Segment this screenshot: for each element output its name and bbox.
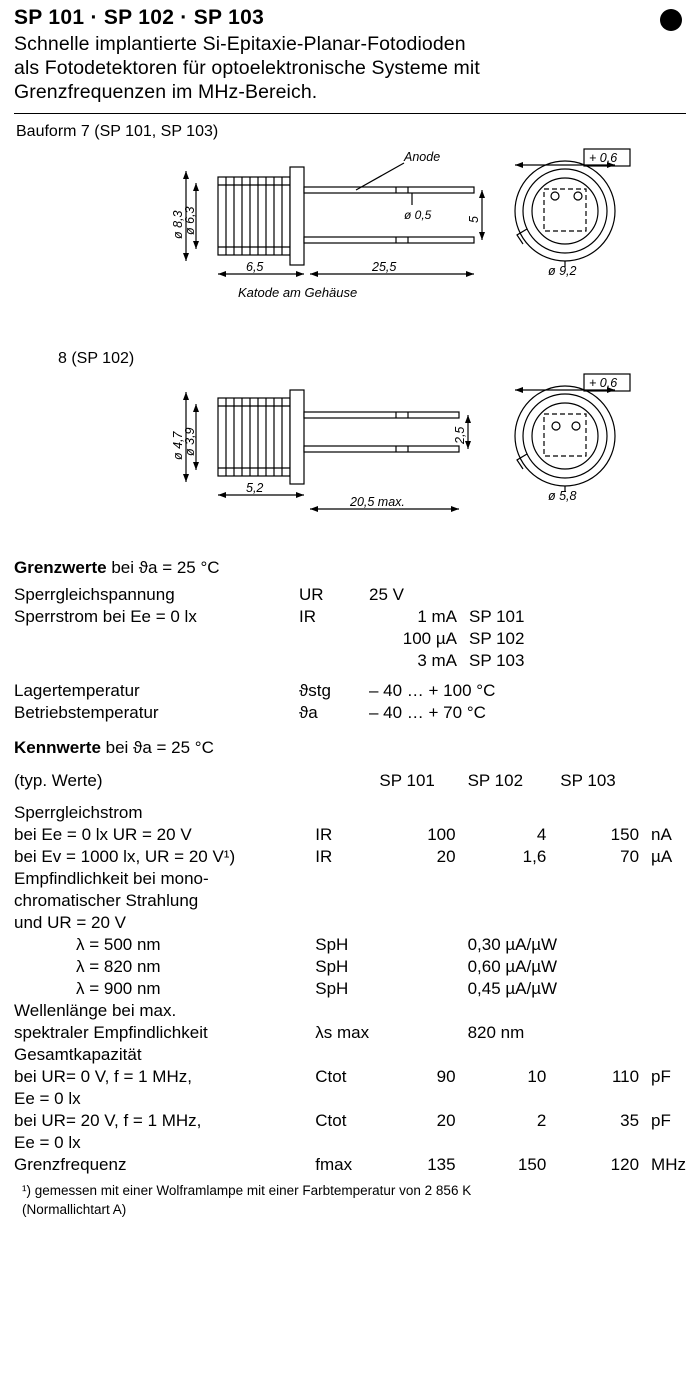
char-row-0-v1 (379, 802, 467, 824)
limits-row-0-value: 25 V (369, 585, 404, 605)
limits-row-4-value: – 40 … + 100 °C (369, 681, 496, 701)
limits-row-4-symbol: ϑstg (299, 681, 331, 701)
header (0, 0, 700, 104)
characteristics-heading-rest: bei ϑa = 25 °C (100, 738, 214, 758)
limits-row-0-label: Sperrgleichspannung (14, 585, 175, 605)
svg-text:Katode am Gehäuse: Katode am Gehäuse (238, 285, 358, 301)
char-row-10-v2: 820 nm (467, 1023, 525, 1043)
char-row-14-unit: pF (651, 1111, 671, 1131)
char-row-1-v1: 100 (427, 825, 456, 845)
char-row-6-v2: 0,30 µA/µW (467, 935, 558, 955)
characteristics-table (14, 764, 686, 1176)
char-row-7-v1 (379, 956, 467, 978)
char-row-1-symbol: IR (315, 825, 333, 845)
page-title: SP 101 · SP 102 · SP 103 (14, 6, 265, 29)
svg-text:+ 0,6: + 0,6 (589, 376, 618, 391)
char-row-12-v2: 10 (527, 1067, 547, 1087)
svg-text:6,5: 6,5 (246, 260, 264, 275)
char-row-7-label: λ = 820 nm (76, 957, 161, 977)
svg-text:5: 5 (467, 216, 481, 224)
limits-row-2-value: 100 µA (402, 629, 457, 649)
limits-row-5-symbol: ϑa (299, 703, 318, 723)
svg-text:ø 8,3: ø 8,3 (171, 210, 185, 240)
limits-row-2-symbol (299, 628, 369, 650)
footnote-line-2: (Normallichtart A) (22, 1201, 127, 1217)
char-row-6-v1 (379, 934, 467, 956)
char-row-10-symbol: λs max (315, 1023, 370, 1043)
char-row-2-symbol: IR (315, 847, 333, 867)
char-row-0-unit (651, 802, 686, 824)
limits-row-5-value: – 40 … + 70 °C (369, 703, 486, 723)
table-row (14, 846, 686, 868)
spacer (14, 794, 686, 802)
svg-text:ø 4,7: ø 4,7 (171, 431, 185, 461)
svg-text:5,2: 5,2 (246, 481, 264, 496)
char-row-6-unit (651, 934, 686, 956)
table-row (14, 680, 686, 702)
char-row-14-symbol: Ctot (315, 1111, 347, 1131)
limits-row-2-extra: SP 102 (469, 629, 525, 649)
footnote-marker: ¹) (22, 1183, 31, 1199)
header-divider (14, 113, 686, 114)
char-row-2-v1: 20 (436, 847, 456, 867)
char-row-0-v2 (468, 802, 561, 824)
svg-text:2,5: 2,5 (453, 426, 467, 445)
char-row-1-unit: nA (651, 825, 672, 845)
table-row (14, 628, 686, 650)
table-row (14, 868, 686, 890)
char-row-1-v2: 4 (536, 825, 547, 845)
table-row (14, 934, 686, 956)
limits-row-0-extra (469, 584, 686, 606)
table-row (14, 890, 686, 912)
limits-row-1-value: 1 mA (417, 607, 457, 627)
subtitle-line-1: Schnelle implantierte Si-Epitaxie-Planar-Fotodioden (14, 33, 466, 55)
char-row-8-v2: 0,45 µA/µW (467, 979, 558, 999)
char-row-11-label: Gesamtkapazität (14, 1045, 142, 1065)
table-row (14, 978, 686, 1000)
char-row-16-v2: 150 (517, 1155, 547, 1175)
char-row-14-label: bei UR= 20 V, f = 1 MHz, (14, 1111, 202, 1131)
char-row-16-v1: 135 (427, 1155, 456, 1175)
char-row-6-symbol: SpH (315, 935, 349, 955)
svg-text:ø 9,2: ø 9,2 (548, 264, 577, 279)
char-row-16-symbol: fmax (315, 1155, 353, 1175)
char-row-2-v2: 1,6 (522, 847, 547, 867)
limits-row-1-label: Sperrstrom bei Ee = 0 lx (14, 607, 197, 627)
limits-row-1-extra: SP 101 (469, 607, 525, 627)
table-row (14, 1066, 686, 1088)
limits-heading-bold: Grenzwerte (14, 558, 107, 578)
char-row-14-v2: 2 (536, 1111, 547, 1131)
svg-text:25,5: 25,5 (372, 260, 397, 275)
char-row-12-v3: 110 (611, 1067, 640, 1087)
svg-text:ø 6,3: ø 6,3 (183, 206, 197, 236)
table-row (14, 912, 686, 934)
table-row (14, 650, 686, 672)
char-row-1-label: bei Ee = 0 lx UR = 20 V (14, 825, 192, 845)
svg-text:ø 5,8: ø 5,8 (548, 489, 577, 504)
drawing-2-caption: 8 (SP 102) (58, 350, 135, 368)
table-row (14, 1022, 686, 1044)
spacer (14, 672, 686, 680)
table-row (14, 584, 686, 606)
column-header-sp102: SP 102 (467, 771, 524, 791)
limits-row-4-label: Lagertemperatur (14, 681, 140, 701)
char-row-0-label: Sperrgleichstrom (14, 803, 143, 823)
table-row (14, 1000, 686, 1022)
column-header-sp101: SP 101 (379, 771, 435, 791)
char-row-2-v3: 70 (620, 847, 640, 867)
unit-header (651, 764, 686, 794)
char-row-16-v3: 120 (610, 1155, 640, 1175)
table-row (14, 672, 686, 680)
characteristics-heading (14, 738, 686, 758)
char-row-0-symbol (315, 802, 379, 824)
svg-text:ø 0,5: ø 0,5 (404, 208, 432, 223)
table-header-row (14, 764, 686, 794)
char-row-14-v1: 20 (436, 1111, 456, 1131)
subtitle-line-3: Grenzfrequenzen im MHz-Bereich. (14, 80, 318, 103)
typ-values-note: (typ. Werte) (14, 771, 103, 791)
char-row-10-unit (651, 1022, 686, 1044)
table-row (14, 1154, 686, 1176)
table-row (14, 824, 686, 846)
drawing-1-caption: Bauform 7 (SP 101, SP 103) (16, 123, 219, 141)
svg-text:Anode: Anode (404, 150, 441, 165)
char-row-2-unit: µA (651, 847, 673, 867)
char-row-8-v1 (379, 978, 467, 1000)
limits-row-0-symbol: UR (299, 585, 324, 605)
filled-circle-icon (660, 9, 682, 31)
char-row-1-v3: 150 (610, 825, 640, 845)
char-row-8-unit (651, 978, 686, 1000)
limits-row-3-value: 3 mA (417, 651, 457, 671)
table-row (14, 794, 686, 802)
char-row-8-label: λ = 900 nm (76, 979, 161, 999)
char-row-2-label: bei Ev = 1000 lx, UR = 20 V¹) (14, 847, 236, 867)
table-row (14, 956, 686, 978)
char-row-12-unit: pF (651, 1067, 671, 1087)
footnote (0, 1176, 700, 1218)
char-row-8-symbol: SpH (315, 979, 349, 999)
table-row (14, 1044, 686, 1066)
char-row-16-label: Grenzfrequenz (14, 1155, 127, 1175)
char-row-7-v2: 0,60 µA/µW (467, 957, 558, 977)
char-row-12-v1: 90 (436, 1067, 456, 1087)
char-row-4-label: chromatischer Strahlung (14, 891, 199, 911)
limits-row-3-extra: SP 103 (469, 651, 525, 671)
title-row (14, 6, 686, 31)
limits-row-3-symbol (299, 650, 369, 672)
drawing-2 (0, 368, 700, 548)
footnote-line-1: gemessen mit einer Wolframlampe mit einer Farbtemperatur von 2 856 K (34, 1183, 472, 1199)
table-row (14, 1088, 686, 1110)
limits-row-3-label (14, 650, 299, 672)
limits-row-5-label: Betriebstemperatur (14, 703, 159, 723)
char-row-14-v3: 35 (620, 1111, 640, 1131)
char-row-15-label: Ee = 0 lx (14, 1133, 81, 1153)
char-row-5-label: und UR = 20 V (14, 913, 126, 933)
svg-text:ø 3,9: ø 3,9 (183, 427, 197, 457)
table-row (14, 1110, 686, 1132)
limits-heading (14, 558, 686, 578)
char-row-10-label: spektraler Empfindlichkeit (14, 1023, 208, 1043)
table-row (14, 606, 686, 628)
svg-text:20,5 max.: 20,5 max. (350, 495, 405, 510)
symbol-header (315, 764, 379, 794)
limits-row-2-label (14, 628, 299, 650)
char-row-7-symbol: SpH (315, 957, 349, 977)
table-row (14, 1132, 686, 1154)
char-row-16-unit: MHz (651, 1155, 686, 1175)
char-row-3-label: Empfindlichkeit bei mono- (14, 869, 209, 889)
char-row-12-symbol: Ctot (315, 1067, 347, 1087)
limits-table (14, 584, 686, 724)
limits-row-1-symbol: IR (299, 607, 316, 627)
table-row (14, 802, 686, 824)
table-row (14, 702, 686, 724)
characteristics-heading-bold: Kennwerte (14, 738, 101, 758)
limits-heading-rest: bei ϑa = 25 °C (106, 558, 220, 578)
drawing-1 (0, 141, 700, 341)
char-row-7-unit (651, 956, 686, 978)
column-header-sp103: SP 103 (560, 771, 616, 791)
limits-section (0, 558, 700, 724)
subtitle-line-2: als Fotodetektoren für optoelektronische Systeme mit (14, 56, 480, 79)
subtitle (14, 33, 686, 104)
char-row-12-label: bei UR= 0 V, f = 1 MHz, (14, 1067, 192, 1087)
char-row-6-label: λ = 500 nm (76, 935, 161, 955)
characteristics-section (0, 738, 700, 1176)
char-row-0-v3 (560, 802, 651, 824)
char-row-9-label: Wellenlänge bei max. (14, 1001, 177, 1021)
char-row-10-v1 (379, 1022, 467, 1044)
svg-text:+ 0,6: + 0,6 (589, 151, 618, 166)
char-row-13-label: Ee = 0 lx (14, 1089, 81, 1109)
